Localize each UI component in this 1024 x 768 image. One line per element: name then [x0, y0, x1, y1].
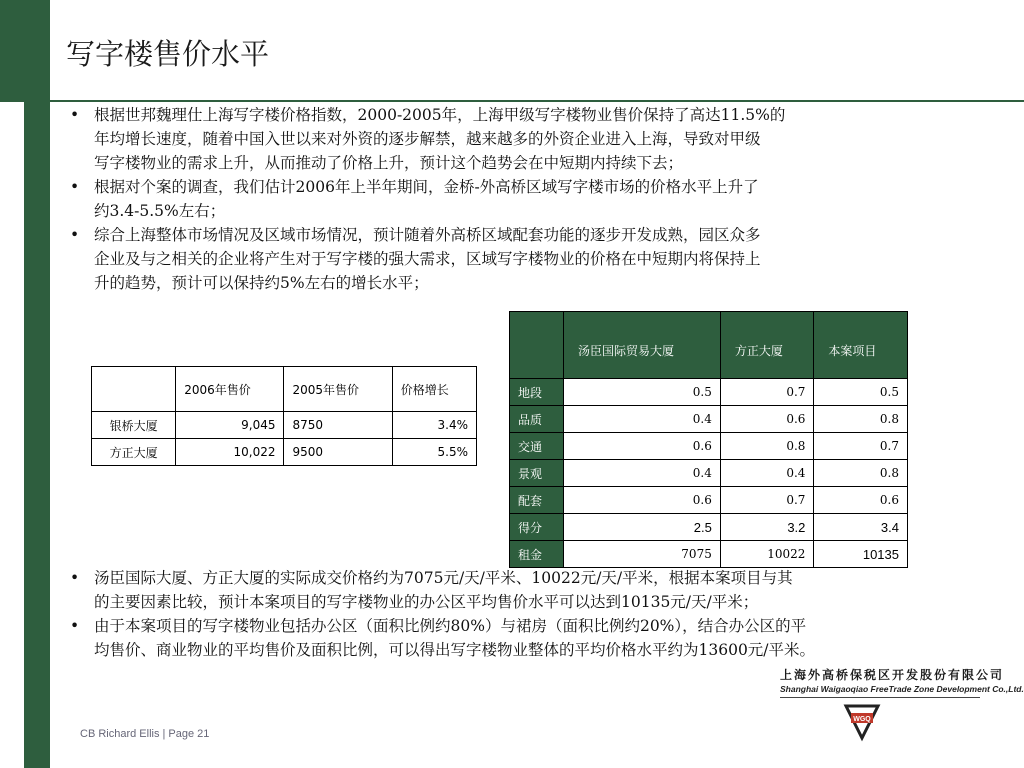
bullet-line: 汤臣国际大厦、方正大厦的实际成交价格约为7075元/天/平米、10022元/天/平米，根据本案项目与其: [94, 569, 793, 587]
price-table: [91, 366, 477, 466]
bullet-line: 均售价、商业物业的平均售价及面积比例，可以得出写字楼物业整体的平均价格水平约为13600元/平米。: [94, 641, 816, 659]
table-row: [92, 412, 477, 439]
left-accent-gap: [0, 102, 24, 768]
page-title: 写字楼售价水平: [66, 37, 270, 71]
table-cell: 0.7: [814, 433, 908, 460]
row-label-cell: 租金: [510, 541, 564, 568]
table-cell: 8750: [284, 412, 392, 439]
table-row: [510, 514, 908, 541]
table-cell: 3.2: [720, 514, 814, 541]
emblem-text: WGQ: [853, 716, 871, 723]
row-label-cell: 地段: [510, 379, 564, 406]
row-label-cell: 得分: [510, 514, 564, 541]
table-cell: 银桥大厦: [92, 412, 176, 439]
table-row: [510, 541, 908, 568]
table-cell: 2.5: [564, 514, 721, 541]
bullet-item: [70, 614, 1015, 662]
table-cell: 0.8: [720, 433, 814, 460]
table-row: [510, 487, 908, 514]
bullet-line: 年均增长速度，随着中国入世以来对外资的逐步解禁，越来越多的外资企业进入上海，导致对甲级: [94, 130, 761, 148]
row-label-cell: 品质: [510, 406, 564, 433]
table-row: [510, 379, 908, 406]
bullet-line: 的主要因素比较，预计本案项目的写字楼物业的办公区平均售价水平可以达到10135元/天/平米；: [94, 593, 759, 611]
row-label-cell: 交通: [510, 433, 564, 460]
bullet-marker: •: [70, 226, 80, 244]
bullet-list-bottom: [70, 566, 1015, 662]
table-cell: 0.8: [814, 406, 908, 433]
bullet-line: 根据对个案的调查，我们估计2006年上半年期间，金桥-外高桥区域写字楼市场的价格水平上升了: [94, 178, 759, 196]
table-cell: 0.4: [564, 460, 721, 487]
table-header-row: [510, 312, 908, 379]
table-cell: 10135: [814, 541, 908, 568]
table-header-cell: 本案项目: [814, 312, 908, 379]
table-header-row: [92, 367, 477, 412]
row-label-cell: 配套: [510, 487, 564, 514]
score-table: [509, 311, 908, 568]
logo-divider: [780, 697, 980, 698]
bullet-item: [70, 223, 970, 295]
table-cell: 3.4%: [392, 412, 476, 439]
bullet-marker: •: [70, 178, 80, 196]
bullet-line: 约3.4-5.5%左右；: [94, 202, 226, 220]
table-cell: 9,045: [176, 412, 284, 439]
bullet-item: [70, 566, 1015, 614]
bullet-item: [70, 103, 970, 175]
table-header-cell: 2005年售价: [284, 367, 392, 412]
table-header-cell: 方正大厦: [720, 312, 814, 379]
bullet-line: 写字楼物业的需求上升，从而推动了价格上升，预计这个趋势会在中短期内持续下去；: [94, 154, 684, 172]
table-cell: 7075: [564, 541, 721, 568]
page-footer: CB Richard Ellis | Page 21: [80, 728, 210, 740]
table-cell: 9500: [284, 439, 392, 466]
left-accent-strip: [24, 102, 50, 768]
table-cell: 0.4: [564, 406, 721, 433]
company-emblem-icon: [842, 702, 882, 746]
bullet-line: 综合上海整体市场情况及区域市场情况，预计随着外高桥区域配套功能的逐步开发成熟，园区众多: [94, 226, 761, 244]
table-cell: 10,022: [176, 439, 284, 466]
table-header-cell: 价格增长: [392, 367, 476, 412]
table-header-cell: [92, 367, 176, 412]
bullet-marker: •: [70, 106, 80, 124]
table-cell: 0.8: [814, 460, 908, 487]
table-header-cell: [510, 312, 564, 379]
table-cell: 0.4: [720, 460, 814, 487]
table-cell: 0.5: [814, 379, 908, 406]
bullet-line: 升的趋势，预计可以保持约5%左右的增长水平；: [94, 274, 429, 292]
table-cell: 0.5: [564, 379, 721, 406]
bullet-marker: •: [70, 617, 80, 635]
table-cell: 0.7: [720, 487, 814, 514]
table-header-cell: 2006年售价: [176, 367, 284, 412]
table-cell: 0.6: [720, 406, 814, 433]
bullet-list-top: [70, 103, 970, 295]
table-row: [510, 406, 908, 433]
title-divider: [50, 100, 1024, 102]
bullet-line: 由于本案项目的写字楼物业包括办公区（面积比例约80%）与裙房（面积比例约20%），结合办公区的平: [94, 617, 807, 635]
table-cell: 0.7: [720, 379, 814, 406]
bullet-marker: •: [70, 569, 80, 587]
table-cell: 方正大厦: [92, 439, 176, 466]
company-name-cn: 上海外高桥保税区开发股份有限公司: [780, 668, 1005, 682]
table-header-cell: 汤臣国际贸易大厦: [564, 312, 721, 379]
bullet-line: 根据世邦魏理仕上海写字楼价格指数，2000-2005年，上海甲级写字楼物业售价保持了高达11.5%的: [94, 106, 786, 124]
table-cell: 0.6: [564, 433, 721, 460]
company-name-en: Shanghai Waigaoqiao FreeTrade Zone Development Co.,Ltd.: [780, 684, 1024, 694]
table-row: [92, 439, 477, 466]
table-cell: 5.5%: [392, 439, 476, 466]
table-cell: 0.6: [814, 487, 908, 514]
table-row: [510, 460, 908, 487]
bullet-line: 企业及与之相关的企业将产生对于写字楼的强大需求，区域写字楼物业的价格在中短期内将保持上: [94, 250, 761, 268]
bullet-item: [70, 175, 970, 223]
table-cell: 10022: [720, 541, 814, 568]
table-cell: 0.6: [564, 487, 721, 514]
row-label-cell: 景观: [510, 460, 564, 487]
table-row: [510, 433, 908, 460]
table-cell: 3.4: [814, 514, 908, 541]
